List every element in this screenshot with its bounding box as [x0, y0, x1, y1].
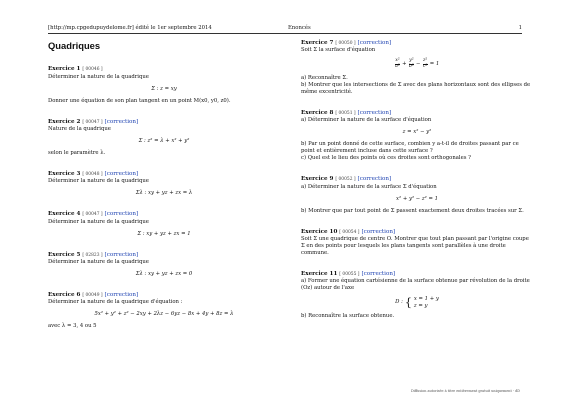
exercise-statement: Nature de la quadrique — [48, 126, 111, 133]
exercise-1 — [48, 66, 280, 104]
exercise-formula: Σλ : xy + yz + zx = λ — [135, 190, 193, 197]
exercise-label: Exercice 8 — [301, 109, 334, 116]
exercise-formula: Σ : z = xy — [151, 85, 177, 92]
exercise-label: Exercice 1 — [48, 66, 81, 73]
exercise-2 — [48, 119, 280, 157]
exercise-code: [ 00052 ] — [335, 177, 356, 183]
equation-rhs: = 1 — [429, 61, 440, 68]
correction-link[interactable]: [correction] — [357, 109, 392, 116]
correction-link[interactable]: [correction] — [104, 118, 139, 125]
exercise-code: [ 00046 ] — [82, 67, 103, 73]
exercise-question: selon le paramètre λ. — [48, 150, 106, 157]
correction-link[interactable]: [correction] — [357, 40, 392, 46]
page-footer: Diffusion autorisée à titre entièrement gratuit uniquement - dD — [410, 389, 520, 393]
question-b: b) Reconnaître la surface obtenue. — [301, 313, 395, 320]
exercise-formula — [301, 59, 533, 70]
correction-link[interactable]: [correction] — [104, 171, 139, 178]
exercise-label: Exercice 2 — [48, 118, 81, 125]
fraction-y — [409, 59, 414, 70]
question-b: b) Par un point donné de cette surface, combien y a-t-il de droites passant par ce point et entièrement incluse dans cette surface ? — [301, 141, 519, 155]
exercise-label: Exercice 11 — [301, 270, 338, 277]
fraction-numerator: z² — [423, 58, 428, 64]
header-rule — [48, 33, 522, 34]
question-c: c) Quel est le lieu des points où ces droites sont orthogonales ? — [301, 155, 471, 162]
exercise-question: Donner une équation de son plan tangent en un point M(x0, y0, z0). — [48, 97, 231, 104]
question-a: a) Déterminer la nature de la surface Σ d'équation — [301, 183, 437, 190]
exercise-9 — [301, 176, 533, 214]
correction-link[interactable]: [correction] — [104, 292, 139, 299]
line-system — [301, 296, 533, 309]
exercise-code: [ 02823 ] — [82, 252, 103, 258]
fraction-denominator: a² — [395, 64, 400, 70]
exercise-question: avec λ = 3, 4 ou 5 — [48, 323, 97, 330]
system-name: D : — [395, 299, 403, 306]
question-a: a) Former une équation cartésienne de la surface obtenue par révolution de la droite (Oz) autour de l'axe — [301, 278, 530, 292]
exercise-code: [ 00054 ] — [339, 229, 360, 235]
exercise-3 — [48, 171, 280, 197]
header-left: [http://mp.cpgedupuydelome.fr] édité le 1er septembre 2014 — [48, 25, 212, 31]
exercise-formula: Σ : z² = λ + x² + y² — [138, 138, 190, 145]
exercise-code: [ 00051 ] — [335, 110, 356, 116]
exercise-11 — [301, 271, 533, 321]
exercise-label: Exercice 7 — [301, 40, 334, 46]
exercise-statement: Déterminer la nature de la quadrique — [48, 218, 149, 225]
system-line-2: z = y — [413, 302, 428, 309]
page-title: Quadriques — [48, 40, 101, 51]
question-b: b) Montrer que les intersections de Σ avec des plans horizontaux sont des ellipses de même excentricité. — [301, 81, 531, 95]
fraction-z — [423, 59, 428, 70]
exercise-statement: Soit Σ la surface d'équation — [301, 47, 376, 54]
exercise-label: Exercice 4 — [48, 211, 81, 218]
exercise-formula: z = x² − y² — [402, 129, 432, 136]
exercise-formula: Σ : xy + yz + zx = 1 — [137, 230, 191, 237]
exercise-label: Exercice 5 — [48, 251, 81, 258]
exercise-7 — [301, 40, 533, 96]
exercise-label: Exercice 9 — [301, 176, 334, 183]
correction-link[interactable]: [correction] — [104, 251, 139, 258]
exercise-label: Exercice 10 — [301, 228, 338, 235]
correction-link[interactable]: [correction] — [104, 211, 139, 218]
fraction-denominator: b² — [408, 64, 414, 70]
system-line-1: x = 1 + y — [413, 296, 439, 303]
correction-link[interactable]: [correction] — [357, 176, 392, 183]
question-b: b) Montrer que par tout point de Σ passent exactement deux droites tracées sur Σ. — [301, 207, 524, 214]
question-a: a) Déterminer la nature de la surface d'équation — [301, 117, 432, 124]
exercise-8 — [301, 110, 533, 162]
system-lines — [414, 296, 439, 309]
page-header — [48, 25, 522, 33]
fraction-numerator: y² — [409, 58, 414, 64]
exercise-6 — [48, 292, 280, 330]
exercise-5 — [48, 252, 280, 278]
exercise-code: [ 00055 ] — [339, 271, 360, 277]
exercise-code: [ 00047 ] — [82, 119, 103, 125]
page-number: 1 — [518, 25, 522, 31]
exercise-code: [ 00049 ] — [82, 293, 103, 299]
exercise-formula: Σλ : xy + yz + zx = 0 — [135, 271, 193, 278]
exercise-formula: 5x² + y² + z² − 2xy + 2λz − 6yz − 8x + 4y + 8z = λ — [94, 311, 234, 318]
header-center: Enoncés — [288, 25, 311, 31]
fraction-x — [395, 59, 400, 70]
exercise-statement: Déterminer la nature de la quadrique d'équation : — [48, 299, 183, 306]
exercise-code: [ 00050 ] — [335, 41, 356, 46]
exercise-statement: Soit Σ une quadrique de centre O. Montrer que tout plan passant par l'origine coupe Σ en des points pour lesquels les plans tangents sont parallèles à une droite commune. — [301, 235, 529, 256]
exercise-4 — [48, 211, 280, 237]
exercise-code: [ 00047 ] — [82, 212, 103, 218]
correction-link[interactable]: [correction] — [361, 228, 396, 235]
fraction-denominator: c² — [422, 64, 428, 70]
exercise-formula: x² + y² − z² = 1 — [396, 195, 438, 202]
exercise-label: Exercice 3 — [48, 171, 81, 178]
operator: − — [416, 61, 421, 68]
exercise-label: Exercice 6 — [48, 292, 81, 299]
brace-symbol: { — [404, 296, 412, 310]
correction-link[interactable]: [correction] — [361, 270, 396, 277]
exercise-statement: Déterminer la nature de la quadrique — [48, 73, 149, 80]
exercise-statement: Déterminer la nature de la quadrique — [48, 178, 149, 185]
exercise-10 — [301, 229, 533, 257]
right-column — [301, 40, 533, 334]
fraction-numerator: x² — [395, 58, 400, 64]
exercise-code: [ 00048 ] — [82, 172, 103, 178]
question-a: a) Reconnaître Σ. — [301, 74, 348, 81]
operator: + — [402, 61, 407, 68]
exercise-statement: Déterminer la nature de la quadrique — [48, 259, 149, 266]
left-column — [48, 40, 280, 344]
